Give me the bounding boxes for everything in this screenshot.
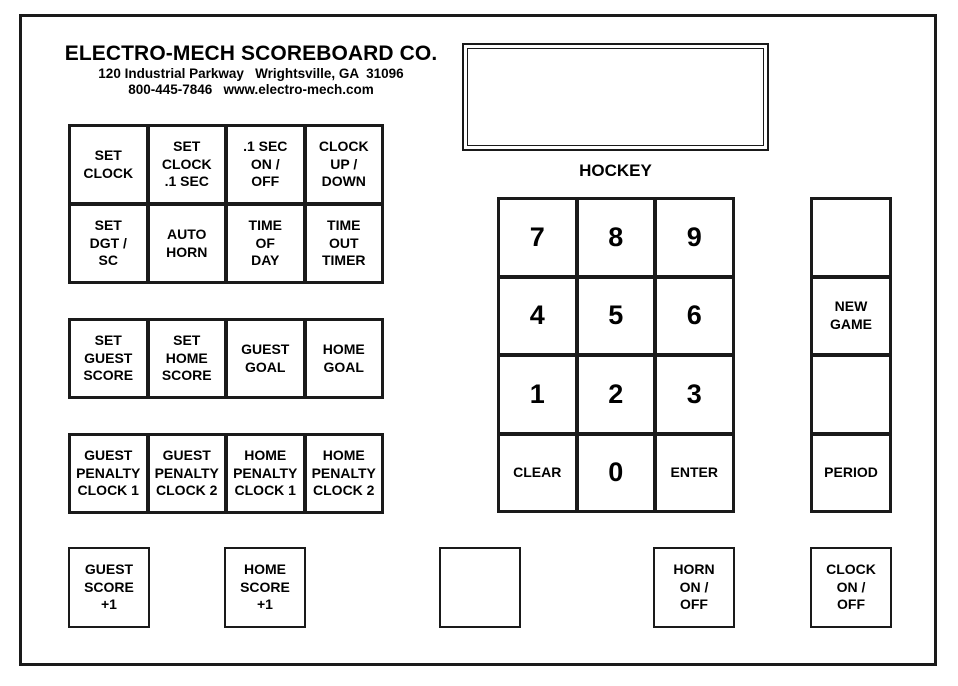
home-penalty-clock-2-key[interactable]: HOME PENALTY CLOCK 2	[305, 434, 384, 513]
score-key-group	[68, 318, 384, 399]
penalty-key-group	[68, 433, 384, 514]
guest-penalty-clock-1-key[interactable]: GUEST PENALTY CLOCK 1	[69, 434, 148, 513]
set-clock-tenth-key[interactable]: SET CLOCK .1 SEC	[148, 125, 227, 204]
company-address: 120 Industrial Parkway Wrightsville, GA 31096	[98, 66, 404, 81]
company-header	[56, 42, 446, 98]
company-contact: 800-445-7846 www.electro-mech.com	[128, 82, 374, 97]
tenth-sec-toggle-key[interactable]: .1 SEC ON / OFF	[226, 125, 305, 204]
keypad-enter[interactable]: ENTER	[655, 434, 734, 513]
blank-key-middle[interactable]	[811, 355, 891, 434]
new-game-key[interactable]: NEW GAME	[811, 277, 891, 356]
keypad-4[interactable]: 4	[498, 277, 577, 356]
time-of-day-key[interactable]: TIME OF DAY	[226, 204, 305, 283]
clock-toggle-key[interactable]: CLOCK ON / OFF	[810, 547, 892, 628]
guest-goal-key[interactable]: GUEST GOAL	[226, 319, 305, 398]
set-dgt-sc-key[interactable]: SET DGT / SC	[69, 204, 148, 283]
home-score-plus-one-key[interactable]: HOME SCORE +1	[224, 547, 306, 628]
time-out-timer-key[interactable]: TIME OUT TIMER	[305, 204, 384, 283]
horn-toggle-key[interactable]: HORN ON / OFF	[653, 547, 735, 628]
led-display-inner	[467, 48, 764, 146]
keypad-0[interactable]: 0	[577, 434, 656, 513]
numeric-keypad	[497, 197, 735, 513]
guest-score-plus-one-key[interactable]: GUEST SCORE +1	[68, 547, 150, 628]
blank-key-bottom[interactable]	[439, 547, 521, 628]
keypad-6[interactable]: 6	[655, 277, 734, 356]
guest-penalty-clock-2-key[interactable]: GUEST PENALTY CLOCK 2	[148, 434, 227, 513]
keypad-1[interactable]: 1	[498, 355, 577, 434]
keypad-9[interactable]: 9	[655, 198, 734, 277]
keypad-3[interactable]: 3	[655, 355, 734, 434]
right-key-column	[810, 197, 892, 513]
keypad-8[interactable]: 8	[577, 198, 656, 277]
blank-key-top[interactable]	[811, 198, 891, 277]
period-key[interactable]: PERIOD	[811, 434, 891, 513]
set-home-score-key[interactable]: SET HOME SCORE	[148, 319, 227, 398]
set-guest-score-key[interactable]: SET GUEST SCORE	[69, 319, 148, 398]
set-clock-key[interactable]: SET CLOCK	[69, 125, 148, 204]
led-display	[462, 43, 769, 151]
keypad-clear[interactable]: CLEAR	[498, 434, 577, 513]
auto-horn-key[interactable]: AUTO HORN	[148, 204, 227, 283]
home-penalty-clock-1-key[interactable]: HOME PENALTY CLOCK 1	[226, 434, 305, 513]
keypad-2[interactable]: 2	[577, 355, 656, 434]
sport-label: HOCKEY	[579, 161, 652, 180]
home-goal-key[interactable]: HOME GOAL	[305, 319, 384, 398]
keypad-7[interactable]: 7	[498, 198, 577, 277]
clock-direction-key[interactable]: CLOCK UP / DOWN	[305, 125, 384, 204]
company-name: ELECTRO-MECH SCOREBOARD CO.	[64, 42, 438, 65]
keypad-5[interactable]: 5	[577, 277, 656, 356]
clock-key-group	[68, 124, 384, 284]
